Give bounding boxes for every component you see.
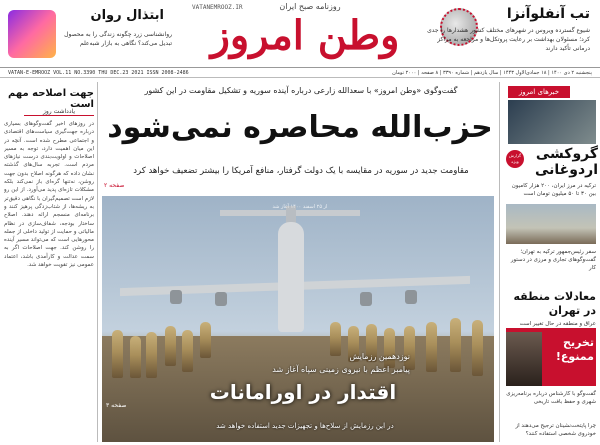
soldier [130,336,141,378]
right-portrait [506,332,542,386]
column-divider [97,82,98,442]
right-body-4: گفت‌وگو با کارشناس درباره برنامه‌ریزی شهری و حفظ بافت تاریخی [506,391,596,405]
soldier [472,320,483,376]
soldier [404,326,415,370]
soldier [146,332,157,378]
right-column-tag: خبرهای امروز [508,86,570,98]
right-photo-2 [506,204,596,244]
right-body-2: سفر رئیس‌جمهور ترکیه به تهران؛ گفت‌وگوهای تجاری و مرزی در دستور کار [510,249,596,271]
left-column-body: در روزهای اخیر گفت‌وگوهای بسیاری درباره جهت‌گیری سیاست‌های اقتصادی و اجتماعی مطرح شده است. آنچه در این میان اهمیت دارد، توجه به مسیر اصلاحات و اولویت‌بندی درست نیازهای مردم است. تجربه سال‌های گذشته نشان داده که هرگونه اصلاح بدون جهت روشن، نه‌تنها گره‌ای باز نمی‌کند بلکه مشکلات تازه‌ای پدید می‌آورد. از این رو لازم است تصمیم‌گیران با نگاهی دقیق‌تر به ریشه‌ها، از شتاب‌زدگی پرهیز کنند و برنامه‌ای منسجم ارائه دهند. اصلاح ساختار بودجه، شفاف‌سازی در نظام مالیاتی و حمایت از تولید داخلی از جمله محورهایی است که می‌تواند مسیر آینده را روشن کند. جهت اصلاحات اگر به سمت عدالت و کارآمدی باشد، اعتماد عمومی نیز تقویت خواهد شد. [4,121,94,269]
top-left-headline[interactable]: ابتذال روان [90,8,164,23]
photo-caption-kicker: نوزدهمین رزمایش [349,352,410,361]
right-headline-3[interactable]: تخریح ممنوع! [555,336,594,363]
right-body-3: عراق و منطقه در حال تغییر است [519,321,596,327]
plane-engine [215,292,227,306]
soldier [384,328,395,368]
masthead-tagline: روزنامه صبح ایران [279,2,341,11]
soldier [165,326,176,366]
photo-caption-title[interactable]: اقتدار در اورامانات [209,380,397,404]
soldier [426,322,437,372]
soldier [200,322,211,358]
right-body-1: ترکیه در مرز ایران، ۲۰۰ هزار کامیون بین ۳۰ تا ۵۰ میلیون تومان است [511,183,596,197]
dateline-bar [0,68,600,78]
right-photo-1 [508,100,596,144]
dateline-fa: پنجشنبه ۲ دی ۱۴۰۰ | ۱۸ جمادی‌الاول ۱۴۴۳ | سال یازدهم | شماره ۳۳۹۰ | ۸ صفحه | ۲۰۰۰ تومان [392,70,592,76]
newspaper-logo: وطن امروز [210,12,400,59]
photo-caption-kicker-2: پیامبر اعظم با نیروی زمینی سپاه آغاز شد [272,365,410,374]
left-column-title[interactable]: جهت اصلاحه مهم است [8,88,94,110]
right-headline-2[interactable]: معادلات منطقه در تهران [513,290,596,317]
top-left-body: روانشناسی زرد چگونه زندگی را به محصول تبدیل می‌کند؟ نگاهی به بازار شبه‌علم [64,31,172,47]
main-kicker: گفت‌وگوی «وطن امروز» با سعدالله زارعی درباره آینده سوریه و تشکیل مقاومت در این کشور [144,86,458,95]
main-page-ref[interactable]: صفحه ۲ [104,182,125,189]
soldier [450,318,461,372]
plane-engine [405,290,417,304]
soldier [182,330,193,372]
plane-fuselage [278,222,304,332]
column-divider [499,82,500,442]
photo-label: از ۲۵ اسفند ۱۴۰۰ آغاز شد [272,204,328,210]
right-badge: گزارش ویژه [506,150,524,168]
masthead-url[interactable]: VATANEMROOZ.IR [192,4,243,11]
left-column-subtitle: یادداشت روز [24,108,94,116]
soldier [112,330,123,378]
plane-engine [360,292,372,306]
top-right-headline[interactable]: تب آنفلوآنزا [506,6,590,22]
top-left-thumbnail [8,10,56,58]
dateline-en: VATAN-E-EMROOZ VOL.11 NO.3390 THU DEC.23 2021 ISSN 2008-2486 [8,70,189,76]
photo-page-ref[interactable]: صفحه ۳ [106,402,127,409]
photo-caption-body: در این رزمایش از سلاح‌ها و تجهیزات جدید استفاده خواهد شد [216,422,394,430]
main-headline[interactable]: حزب‌الله محاصره نمی‌شود [107,110,493,145]
right-headline-1[interactable]: گروکشی اردوغانی [535,146,598,178]
top-right-body: شیوع گسترده ویروس در شهرهای مختلف کشور هشدارها را جدی کرد؛ مسئولان بهداشت بر رعایت پروتکل‌ها و مراجعه به مراکز درمانی تأکید دارند [427,27,590,52]
right-body-5: چرا پایتخت‌نشینان ترجیح می‌دهند از خودروی شخصی استفاده کنند؟ [515,423,596,437]
main-subhead: مقاومت جدید در سوریه در مقایسه با یک دولت گرفتار، منافع آمریکا را بیشتر تضعیف خواهد کرد [133,166,469,176]
plane-engine [170,290,182,304]
soldier [330,322,341,356]
